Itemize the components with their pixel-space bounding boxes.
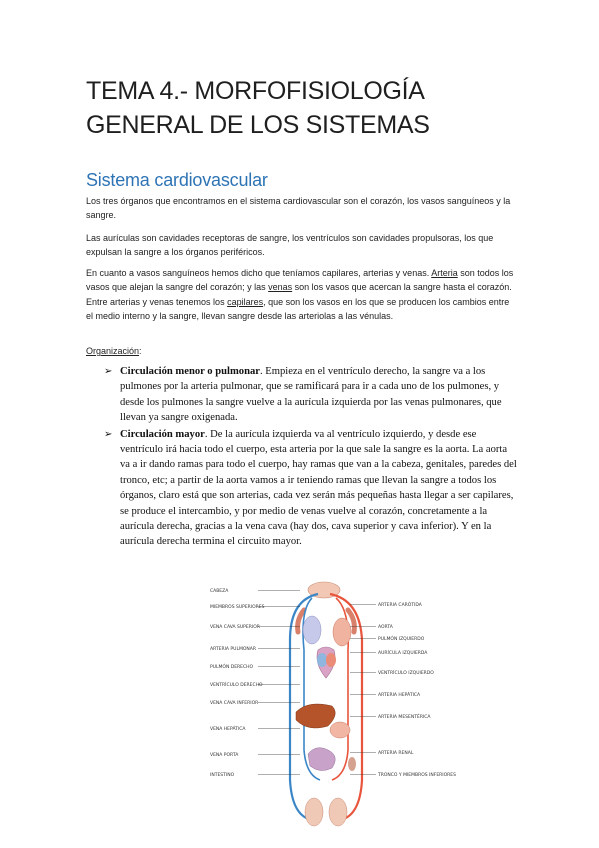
bullet-item-circulacion-menor [104,364,518,426]
diagram-label-right: VENTRÍCULO IZQUIERDO [378,671,434,676]
bullet-list [104,364,518,550]
stomach-organ [330,722,350,738]
diagram-label-left: VENA HEPÁTICA [210,727,246,732]
paragraph-1: Los tres órganos que encontramos en el sistema cardiovascular son el corazón, los vasos sanguíneos y la sangre. [86,196,511,221]
bullet-text: . De la aurícula izquierda va al ventrículo izquierdo, y desde ese ventrículo irá hacia todo el cuerpo, esta arteria por la que sale la sangre es la aorta. La aorta va a ir dando ramas para todo el cuerpo, hay ramas que van a la cabeza, genitales, paredes del tronco, etc; a partir de la aorta vamos a ir teniendo ramas que llevan la sangre a todos los órganos, claro está que son arterias, cada vez serán más pequeñas hasta llegar a ser capilares, se produce el intercambio, y por medio de venas vuelve al corazón, concretamente a la aurícula derecha, gracias a la vena cava (hay dos, cava superior y cava inferior). Y en la aurícula derecha termina el circuito mayor. [120,428,517,548]
diagram-label-left: CABEZA [210,589,229,594]
kidney-organ [348,757,356,771]
page-title: TEMA 4.- MORFOFISIOLOGÍA GENERAL DE LOS SISTEMAS [86,77,430,139]
paragraph-3-part-d: , que son los vasos en los que se producen los cambios entre el medio interno y la sangre, llevan sangre desde las arteriolas a las vénulas. [86,296,510,322]
diagram-label-right: AORTA [378,625,393,630]
term-arteria: Arteria [431,268,458,278]
diagram-label-right: PULMÓN IZQUIERDO [378,637,425,642]
diagram-label-right: TRONCO Y MIEMBROS INFERIORES [378,773,457,778]
paragraph-3-part-a: En cuanto a vasos sanguíneos hemos dicho que teníamos capilares, arterias y venas. [86,268,432,278]
organizacion-label: Organización [86,346,140,356]
organizacion-colon: : [139,346,142,356]
lung-right-organ [303,616,321,644]
bullet-term: Circulación menor o pulmonar [120,366,260,377]
diagram-label-right: ARTERIA MESENTÉRICA [378,715,431,720]
bullet-term: Circulación mayor [120,428,205,440]
diagram-label-left: INTESTINO [210,773,235,778]
intestine-organ [308,748,335,771]
diagram-label-right: AURÍCULA IZQUIERDA [378,651,428,656]
paragraph-2: Las aurículas son cavidades receptoras de sangre, los ventrículos son cavidades propulsoras, los que expulsan la sangre a los órganos periféricos. [86,233,494,258]
diagram-label-left: VENA CAVA INFERIOR [210,701,259,706]
leg-left-organ [305,798,323,826]
section-title: Sistema cardiovascular [86,170,268,190]
right-labels [350,601,456,778]
term-venas: venas [268,282,293,293]
diagram-label-right: ARTERIA RENAL [378,751,414,756]
left-heart-chamber [326,653,336,667]
bullet-item-circulacion-mayor [104,427,518,550]
left-labels [210,588,300,778]
diagram-label-right: ARTERIA HEPÁTICA [378,693,421,698]
diagram-label-left: VENTRÍCULO DERECHO [210,683,263,688]
paragraph-3 [86,266,516,324]
paragraph-3-part-b: son todos los vasos que alejan la sangre del corazón; y las [86,268,514,293]
lung-left-organ [333,618,351,646]
leg-right-organ [329,798,347,826]
paragraph-3-part-c: son los vasos que acercan la sangre hasta el corazón. Entre arterias y venas tenemos los [86,282,512,307]
right-heart-chamber [317,653,327,667]
diagram-label-left: VENA CAVA SUPERIOR [210,625,260,630]
liver-organ [296,704,335,728]
term-capilares: capilares [227,296,264,307]
diagram-label-left: VENA PORTA [210,753,239,758]
bullet-text: . Empieza en el ventrículo derecho, la sangre va a los pulmones por la arteria pulmonar, que se ramificará para ir a cada uno de los pulmones, y desde los pulmones la sangre vuelve a la aurícula izquierda por las venas pulmonares, que llevan ya sangre oxigenada. [120,366,502,424]
arrow-bullet-icon: ➢ [104,366,113,377]
diagram-label-right: ARTERIA CARÓTIDA [378,603,422,608]
arrow-bullet-icon: ➢ [104,428,113,440]
circulatory-system-diagram [200,580,457,838]
diagram-label-left: ARTERIA PULMONAR [210,647,256,652]
diagram-label-left: PULMÓN DERECHO [210,665,254,670]
diagram-label-left: MIEMBROS SUPERIORES [210,605,265,610]
organizacion-heading [86,346,142,356]
